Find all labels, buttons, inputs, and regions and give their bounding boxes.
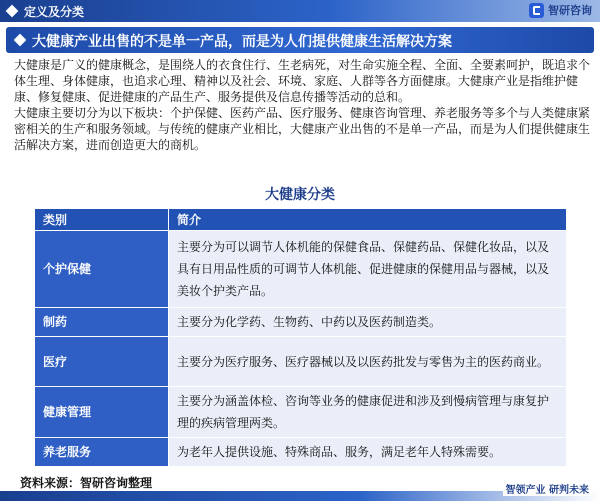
- diamond-icon: [6, 5, 19, 18]
- description-cell: 为老年人提供设施、特殊商品、服务，满足老年人特殊需要。: [169, 438, 567, 467]
- column-header-category: 类别: [35, 209, 169, 231]
- brand-name: 智研咨询: [548, 4, 592, 17]
- intro-paragraph: 大健康是广义的健康概念，是围绕人的衣食住行、生老病死，对生命实施全程、全面、全要素呵护，既追求个体生理、身体健康，也追求心理、精神以及社会、环境、家庭、人群等各方面健康。大健康产业是指维护健康、修复健康、促进健康的产品生产、服务提供及信息传播等活动的总和。: [14, 58, 591, 104]
- data-source: 资料来源：智研咨询整理: [20, 476, 153, 490]
- classification-table: [34, 208, 567, 467]
- intro-paragraph: 大健康主要切分为以下板块：个护保健、医药产品、医疗服务、健康咨询管理、养老服务等多个与人类健康紧密相关的生产和服务领域。与传统的健康产业相比，大健康产业出售的不是单一产品，而是为人们提供健康生活解决方案，进而创造更大的商机。: [14, 106, 591, 152]
- table-row: [35, 438, 567, 467]
- table-header-row: [35, 209, 567, 231]
- table-row: [35, 337, 567, 387]
- brand-logo-icon: [529, 3, 544, 18]
- headline-banner: [6, 27, 594, 53]
- table-row: [35, 231, 567, 308]
- description-cell: 主要分为化学药、生物药、中药以及医药制造类。: [169, 308, 567, 337]
- headline-text: 大健康产业出售的不是单一产品，而是为人们提供健康生活解决方案: [32, 34, 452, 50]
- top-header-bar: [0, 0, 600, 22]
- intro-text: [14, 57, 590, 153]
- column-header-description: 简介: [169, 209, 567, 231]
- category-cell: 健康管理: [35, 387, 169, 438]
- description-cell: 主要分为医疗服务、医疗器械以及以医药批发与零售为主的医药商业。: [169, 337, 567, 387]
- table-row: [35, 308, 567, 337]
- category-cell: 制药: [35, 308, 169, 337]
- table-title: 大健康分类: [265, 187, 335, 203]
- section-title: 定义及分类: [24, 5, 85, 19]
- category-cell: 医疗: [35, 337, 169, 387]
- description-cell: 主要分为可以调节人体机能的保健食品、保健药品、保健化妆品，以及具有日用品性质的可调节人体机能、促进健康的保健用品与器械，以及美妆个护类产品。: [169, 231, 567, 308]
- category-cell: 养老服务: [35, 438, 169, 467]
- brand-logo-group: [529, 2, 592, 18]
- category-cell: 个护保健: [35, 231, 169, 308]
- diamond-icon: [14, 34, 27, 47]
- slogan: 智领产业 研判未来: [503, 481, 592, 496]
- table-row: [35, 387, 567, 438]
- description-cell: 主要分为涵盖体检、咨询等业务的健康促进和涉及到慢病管理与康复护理的疾病管理两类。: [169, 387, 567, 438]
